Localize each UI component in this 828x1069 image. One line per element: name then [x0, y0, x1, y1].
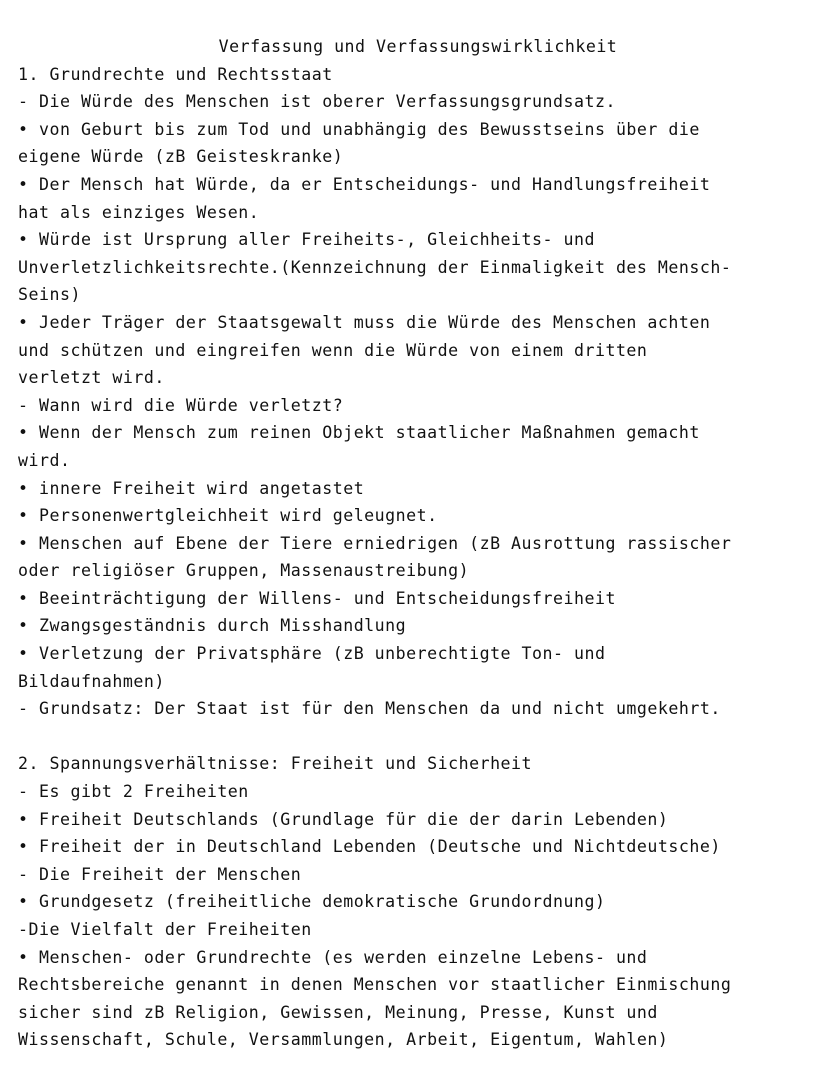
- bullet-line: • Wenn der Mensch zum reinen Objekt staatlicher Maßnahmen gemacht: [18, 423, 700, 443]
- text-line: sicher sind zB Religion, Gewissen, Meinung, Presse, Kunst und: [18, 1002, 658, 1022]
- bullet-line: • innere Freiheit wird angetastet: [18, 478, 365, 498]
- text-line: hat als einziges Wesen.: [18, 202, 260, 222]
- bullet-line: • Freiheit Deutschlands (Grundlage für die der darin Lebenden): [18, 809, 669, 829]
- bullet-line: • Menschen- oder Grundrechte (es werden einzelne Lebens- und: [18, 947, 648, 967]
- text-line: und schützen und eingreifen wenn die Würde von einem dritten: [18, 340, 648, 360]
- text-line: - Die Würde des Menschen ist oberer Verfassungsgrundsatz.: [18, 92, 616, 112]
- document-body: [18, 61, 818, 1054]
- text-line: - Wann wird die Würde verletzt?: [18, 395, 344, 415]
- text-line: - Es gibt 2 Freiheiten: [18, 782, 249, 802]
- bullet-line: • Der Mensch hat Würde, da er Entscheidungs- und Handlungsfreiheit: [18, 174, 711, 194]
- bullet-line: • Zwangsgeständnis durch Misshandlung: [18, 616, 407, 636]
- text-line: - Grundsatz: Der Staat ist für den Menschen da und nicht umgekehrt.: [18, 699, 721, 719]
- bullet-line: • Freiheit der in Deutschland Lebenden (Deutsche und Nichtdeutsche): [18, 837, 721, 857]
- text-line: Wissenschaft, Schule, Versammlungen, Arbeit, Eigentum, Wahlen): [18, 1030, 669, 1050]
- document-page: [18, 33, 818, 1054]
- text-line: verletzt wird.: [18, 368, 165, 388]
- text-line: Unverletzlichkeitsrechte.(Kennzeichnung der Einmaligkeit des Mensch-: [18, 257, 732, 277]
- blank-line: [18, 723, 818, 751]
- text-line: Bildaufnahmen): [18, 671, 165, 691]
- bullet-line: • Personenwertgleichheit wird geleugnet.: [18, 506, 438, 526]
- text-line: eigene Würde (zB Geisteskranke): [18, 147, 344, 167]
- bullet-line: • Menschen auf Ebene der Tiere erniedrigen (zB Ausrottung rassischer: [18, 533, 732, 553]
- text-line: oder religiöser Gruppen, Massenaustreibung): [18, 561, 470, 581]
- text-line: wird.: [18, 450, 71, 470]
- section-heading-grundrechte: 1. Grundrechte und Rechtsstaat: [18, 64, 333, 84]
- document-title: Verfassung und Verfassungswirklichkeit: [218, 37, 618, 56]
- bullet-line: • Würde ist Ursprung aller Freiheits-, Gleichheits- und: [18, 230, 595, 250]
- bullet-line: • Grundgesetz (freiheitliche demokratische Grundordnung): [18, 892, 606, 912]
- bullet-line: • von Geburt bis zum Tod und unabhängig des Bewusstseins über die: [18, 119, 700, 139]
- text-line: Rechtsbereiche genannt in denen Menschen vor staatlicher Einmischung: [18, 975, 732, 995]
- bullet-line: • Jeder Träger der Staatsgewalt muss die Würde des Menschen achten: [18, 312, 711, 332]
- section-heading-spannungsverhaeltnisse: 2. Spannungsverhältnisse: Freiheit und Sicherheit: [18, 754, 533, 774]
- text-line: Seins): [18, 285, 81, 305]
- bullet-line: • Beeinträchtigung der Willens- und Entscheidungsfreiheit: [18, 588, 616, 608]
- bullet-line: • Verletzung der Privatsphäre (zB unberechtigte Ton- und: [18, 644, 606, 664]
- text-line: -Die Vielfalt der Freiheiten: [18, 920, 312, 939]
- text-line: - Die Freiheit der Menschen: [18, 864, 302, 884]
